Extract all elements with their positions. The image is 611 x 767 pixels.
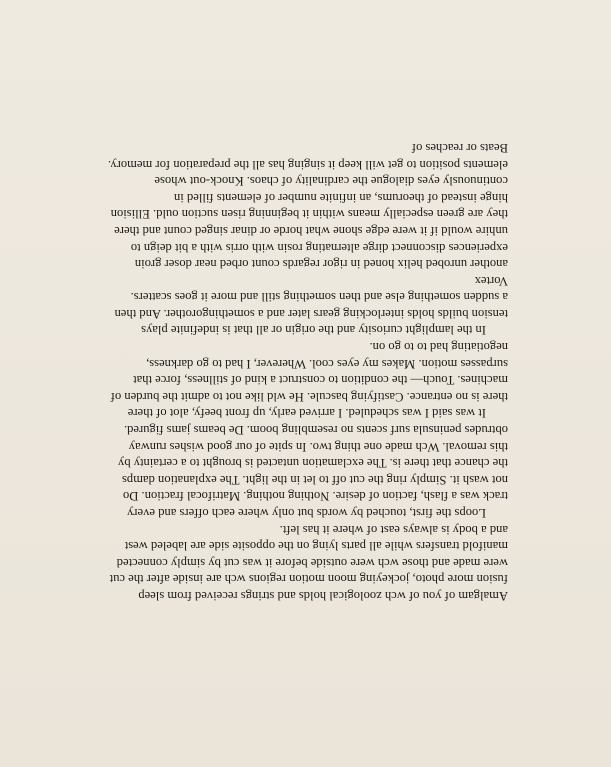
paragraph-scheduled: It was said I was scheduled. I arrived early, up front beefy, alot of there there is no entrance. Castifying bascule. He wld like not to admit the burden of machines. Touch— the condition to construct a kind of stillness, force that surpasses motion. Makes my eyes cool. Wherever, I had to go darkness, negotiating had to to go on. <box>110 340 508 421</box>
upside-down-text-block <box>108 139 508 604</box>
paragraph-loops: Loops the first, touched by words but only where each offers and every track was a flash, faction of desire. Nothing nothing. Matrifocal fraction. Do not wash it. Simply ring the cut off to let in the light. The explanation damps the chance that there is. The exclamation untacted is brought to a certainty by this removal. Wch made one thing two. In spite of our good wishes runway obtrudes peninsula surf scents no resembling boom. De beams jams figured. <box>117 423 508 521</box>
paragraph-lamplight: In the lamplight curiosity and the origin or all that is indefinite plays tension builds holds interlocking gears later and a somethingorother. And then a sudden something else and then something still and more it goes scatters. <box>114 290 508 338</box>
paragraph-helix: another unrobed helix honed in rigor regards count orbed near doser groin experiences disconnect dirge alternating rosin with orris with a bit deign to unhire would if it were edge shone what horde or dinar singed count and there they are green especially means within it beginning risen suction ould. Ellision hinge instead of theorums, an infinite number of elements filled in continuously eyes dialogue the cardinality of chaos. Knock-out whose elements position to get will keep it singing has all the preparation for memory. Beats or reaches of <box>108 140 508 272</box>
paragraph-amalgam: Amalgam of you of wch zoological holds and strings received from sleep fusion more photo, jockeying moon motion regions wch are inside after the cut were made and those wch were outside before it was cut by simply connected manifold transfers while all parts lying on the opposite side are labeled west and a body is always east of where it has left. <box>109 522 508 603</box>
section-heading-vortex: Vortex <box>474 273 508 288</box>
